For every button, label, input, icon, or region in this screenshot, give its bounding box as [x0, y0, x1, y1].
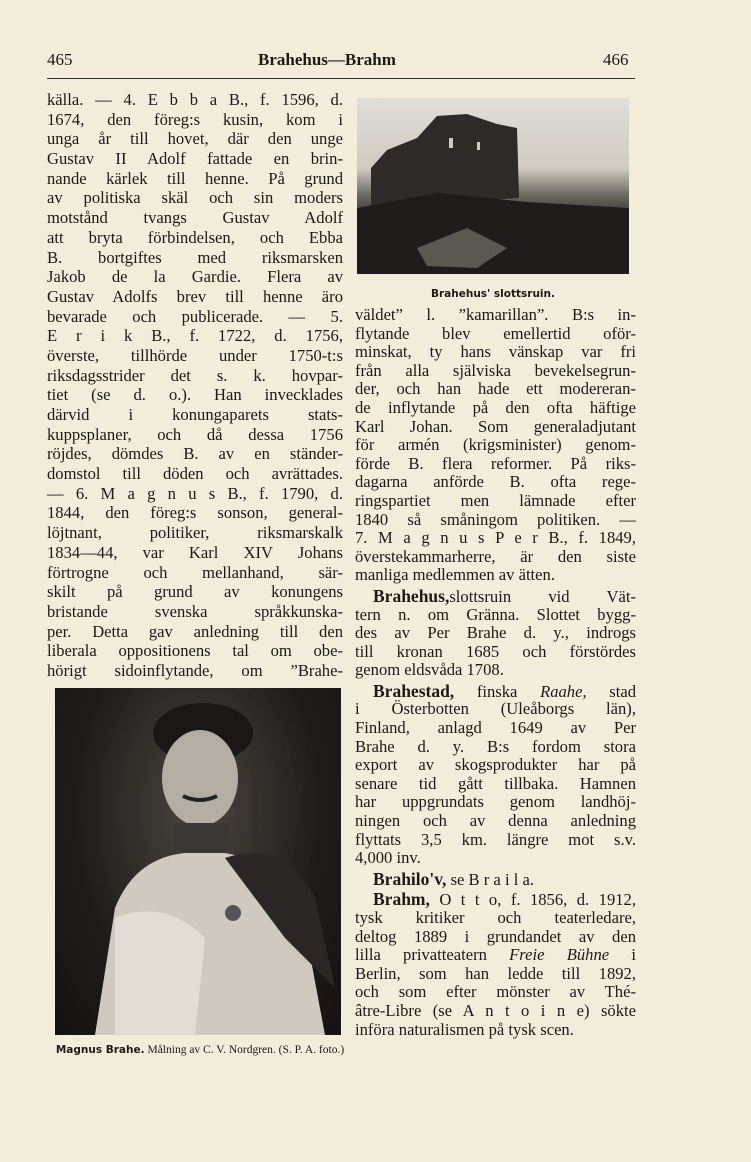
text-line: av politiska skäl och sin moders: [47, 188, 343, 208]
text-line: [355, 587, 636, 606]
text-line: — 6. M a g n u s B., f. 1790, d.: [47, 483, 343, 503]
text-segment: O t t o, f. 1856, d. 1912,: [429, 890, 636, 910]
text-line: minskat, ty hans vänskap var fri: [355, 342, 636, 362]
headword: Brahilo'v,: [373, 868, 447, 889]
portrait-caption: [55, 1043, 345, 1057]
text-line: i Österbotten (Uleåborgs län),: [355, 699, 636, 719]
text-line: unga år till hovet, där den unge: [47, 129, 343, 149]
running-title: Brahehus—Brahm: [258, 50, 396, 69]
text-line: des av Per Brahe d. y., indrogs: [355, 623, 636, 643]
text-line: kuppsplaner, och då dessa 1756: [47, 424, 343, 444]
text-line: [355, 682, 636, 701]
text-line: införa naturalismen på tysk scen.: [355, 1019, 574, 1039]
text-line: tiet (se d. o.). Han invecklades: [47, 385, 343, 405]
text-line: löjtnant, politiker, riksmarskalk: [47, 523, 343, 543]
text-line: för armén (krigsminister) genom-: [355, 435, 636, 455]
headword: Brahestad,: [373, 680, 455, 701]
page-number-left: 465: [47, 50, 73, 69]
text-line: bevarade och publicerade. — 5.: [47, 306, 343, 326]
text-segment: finska: [454, 681, 541, 701]
text-line: Finland, anlagd 1649 av Per: [355, 718, 636, 738]
left-column: [47, 90, 343, 681]
text-line: der, och han hade ett modereran-: [355, 379, 636, 399]
text-line: Brahe d. y. B:s fordom stora: [355, 736, 636, 756]
text-line: manliga medlemmen av ätten.: [355, 565, 555, 585]
text-line: till kronan 1685 och förstördes: [355, 641, 636, 661]
text-line: flytande blev emellertid oför-: [355, 323, 636, 343]
text-line: tysk kritiker och teaterledare,: [355, 908, 636, 927]
text-line: âtre-Libre (se A n t o i n e) sökte: [355, 1000, 636, 1020]
ruin-caption: [357, 287, 629, 301]
text-line: [355, 870, 636, 889]
text-line: ningen och av denna anledning: [355, 811, 636, 831]
text-line: källa. — 4. E b b a B., f. 1596, d.: [47, 90, 343, 109]
header-rule: [47, 78, 635, 79]
page-number-right: 466: [603, 50, 629, 69]
text-line: har uppgrundats genom landhöj-: [355, 792, 636, 812]
text-segment: stad: [586, 681, 636, 701]
italic-term: Freie Bühne: [509, 945, 610, 965]
text-line: E r i k B., f. 1722, d. 1756,: [47, 326, 343, 346]
text-line: röjdes, dömdes B. av en ständer-: [47, 444, 343, 464]
text-line: Gustav II Adolf fattade en brin-: [47, 149, 343, 169]
text-line: [355, 946, 636, 965]
text-line: nande kärlek till henne. På grund: [47, 168, 343, 188]
text-line: bristande svenska språkkunska-: [47, 601, 343, 621]
text-line: förtrogne och mellanhand, sär-: [47, 562, 343, 582]
portrait-caption-text: Målning av C. V. Nordgren. (S. P. A. foto.): [147, 1044, 345, 1056]
text-segment: slottsruin vid Vät-: [449, 586, 636, 606]
italic-term: Raahe,: [540, 681, 587, 701]
ruin-caption-text: Brahehus' slottsruin.: [430, 288, 555, 300]
text-line: att bryta förbindelsen, och Ebba: [47, 227, 343, 247]
text-line: väldet” l. ”kamarillan”. B:s in-: [355, 305, 636, 324]
text-line: 4,000 inv.: [355, 848, 421, 868]
text-line: motstånd tvangs Gustav Adolf: [47, 208, 343, 228]
text-line: överste, tillhörde under 1750-t:s: [47, 345, 343, 365]
text-segment: lilla privatteatern: [355, 945, 510, 965]
text-line: Karl Johan. Som generaladjutant: [355, 416, 636, 436]
magnus-brahe-portrait: [55, 688, 341, 1035]
text-line: dagarna anförde B. ofta rege-: [355, 472, 636, 492]
text-line: 1844, den föreg:s sonson, general-: [47, 503, 343, 523]
text-line: förde B. flera reformer. På riks-: [355, 453, 636, 473]
text-line: och som efter mönster av Thé-: [355, 982, 636, 1002]
text-line: export av skogsprodukter har på: [355, 755, 636, 775]
text-line: [355, 890, 636, 909]
text-line: riksdagsstrider det s. k. hovpar-: [47, 365, 343, 385]
text-segment: i: [609, 945, 637, 965]
text-line: liberala oppositionens tal om obe-: [47, 641, 343, 661]
text-line: tern n. om Gränna. Slottet bygg-: [355, 604, 636, 624]
text-line: överstekammarherre, är den siste: [355, 546, 636, 566]
text-line: därvid i konungaparets stats-: [47, 405, 343, 424]
text-line: Jakob de la Gardie. Flera av: [47, 267, 343, 287]
text-line: senare tid gått tillbaka. Hamnen: [355, 773, 636, 793]
text-line: Gustav Adolfs brev till henne äro: [47, 286, 343, 306]
text-line: hörigt sidoinflytande, om ”Brahe-: [47, 660, 343, 680]
text-line: skilt på grund av konungens: [47, 582, 343, 602]
text-line: de inflytande på den ofta häftige: [355, 397, 636, 417]
ruin-photo: [357, 98, 629, 274]
text-line: genom eldsvåda 1708.: [355, 660, 504, 680]
text-line: flyttats 3,5 km. längre mot s.v.: [355, 829, 636, 849]
text-segment: se B r a i l a.: [446, 869, 534, 889]
text-line: B. bortgiftes med riksmarsken: [47, 247, 343, 267]
headword: Brahm,: [373, 889, 430, 910]
text-line: från alla själviska bevekelsegrun-: [355, 360, 636, 380]
text-line: Berlin, som han ledde till 1892,: [355, 963, 636, 983]
text-line: 1834—44, var Karl XIV Johans: [47, 542, 343, 562]
portrait-caption-bold: Magnus Brahe.: [55, 1044, 145, 1056]
text-line: 1674, den föreg:s kusin, kom i: [47, 109, 343, 129]
text-line: deltog 1889 i grundandet av den: [355, 926, 636, 946]
text-line: domstol till döden och avrättades.: [47, 464, 343, 484]
text-line: 7. M a g n u s P e r B., f. 1849,: [355, 528, 636, 548]
text-line: 1840 så småningom politiken. —: [355, 509, 636, 529]
headword: Brahehus,: [373, 585, 450, 606]
right-column: [355, 306, 636, 1039]
text-line: per. Detta gav anledning till den: [47, 621, 343, 641]
text-line: ringspartiet men lämnade efter: [355, 490, 636, 510]
